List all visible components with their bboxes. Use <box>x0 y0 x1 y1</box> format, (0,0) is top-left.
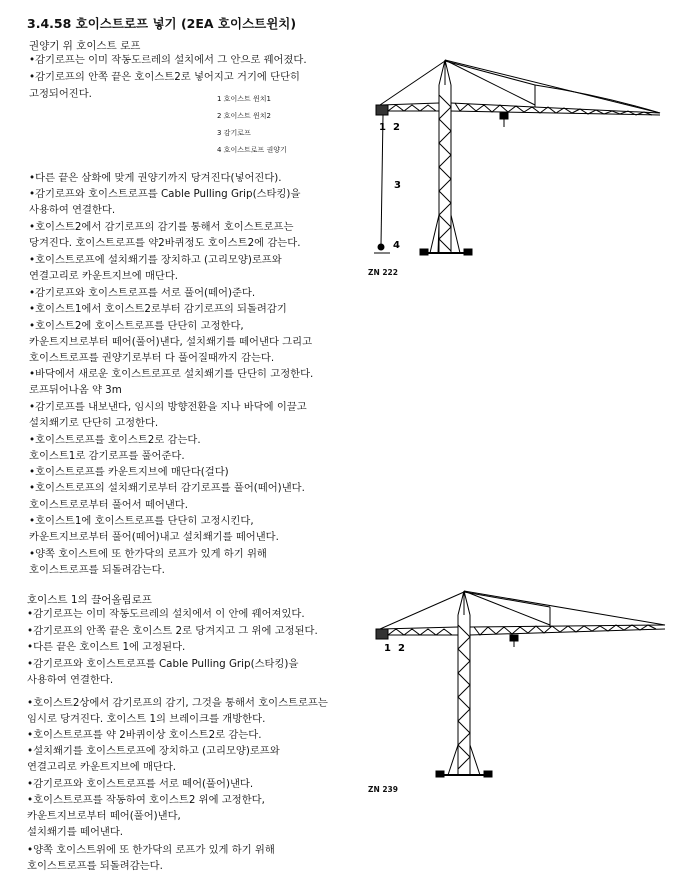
section2-line: •호이스트로프를 약 2바퀴이상 호이스트2로 감는다. <box>27 729 262 741</box>
figure2-caption: ZN 239 <box>368 785 398 794</box>
section1-line: •감기로프를 내보낸다, 임시의 방향전환을 지나 바닥에 이끌고 <box>29 401 307 413</box>
figure1-label-1: 1 <box>379 122 386 133</box>
figure2-label-2: 2 <box>398 643 405 654</box>
section1-line: •다른 끝은 삼화에 맞게 권양기까지 당겨진다(넣어진다). <box>29 172 282 184</box>
section1-line: •호이스트로프를 카운트지브에 매단다(걸다) <box>29 466 229 478</box>
legend-item: 1 호이스트 윈치1 <box>217 95 271 103</box>
legend-item: 4 호이스트로프 권양기 <box>217 146 287 154</box>
section1-heading: 권양기 위 호이스트 로프 <box>29 40 141 52</box>
section2-line: •감기로프의 안쪽 끝은 호이스트 2로 당겨지고 그 위에 고정된다. <box>27 625 318 637</box>
section1-line: •감기로프와 호이스트로프를 Cable Pulling Grip(스타킹)을 <box>29 188 301 200</box>
section1-line: •호이스트2에 호이스트로프를 단단히 고정한다, <box>29 320 244 332</box>
figure1-label-4: 4 <box>393 240 400 251</box>
section1-line: •호이스트로프에 설치쐐기를 장치하고 (고리모양)로프와 <box>29 254 282 266</box>
section2-heading: 호이스트 1의 끌어올림로프 <box>27 594 152 606</box>
figure1-label-2: 2 <box>393 122 400 133</box>
section1-line: •호이스트1에서 호이스트2로부터 감기로프의 되돌려감기 <box>29 303 287 315</box>
figure1-label-3: 3 <box>394 180 401 191</box>
section1-line: 연결고리로 카운트지브에 매단다. <box>29 270 179 282</box>
section1-line: •감기로프와 호이스트로프를 서로 풀어(떼어)준다. <box>29 287 256 299</box>
section1-line: •양쪽 호이스트에 또 한가닥의 로프가 있게 하기 위해 <box>29 548 267 560</box>
section1-line: 카운트지브로부터 떼어(풀어)낸다, 설치쐐기를 떼어낸다 그리고 <box>29 336 313 348</box>
section-title: 3.4.58 호이스트로프 넣기 (2EA 호이스트윈치) <box>27 16 297 31</box>
section1-line: 로프뒤어나옴 약 3m <box>29 384 122 396</box>
section1-line: 호이스트로프를 되돌려감는다. <box>29 564 165 576</box>
section2-line: •감기로프와 호이스트로프를 서로 떼어(풀어)낸다. <box>27 778 254 790</box>
section1-line: •감기로프는 이미 작동도르레의 설치에서 그 안으로 꿰어졌다. <box>29 54 307 66</box>
section2-line: 사용하여 연결한다. <box>27 674 114 686</box>
section1-line: •감기로프의 안쪽 끝은 호이스트2로 넣어지고 거기에 단단히 <box>29 71 300 83</box>
legend-item: 2 호이스트 윈치2 <box>217 112 271 120</box>
section1-line: •호이스트로프를 호이스트2로 감는다. <box>29 434 201 446</box>
section1-line: •호이스트2에서 감기로프의 감기를 통해서 호이스트로프는 <box>29 221 294 233</box>
section1-line: 호이스트로프를 권양기로부터 다 풀어질때까지 감는다. <box>29 352 275 364</box>
section2-line: 임시로 당겨진다. 호이스트 1의 브레이크를 개방한다. <box>27 713 266 725</box>
section2-line: •다른 끝은 호이스트 1에 고정된다. <box>27 641 186 653</box>
section1-line: 설치쐐기로 단단히 고정한다. <box>29 417 159 429</box>
figure2-label-1: 1 <box>384 643 391 654</box>
crane-diagram-zn239 <box>360 585 680 785</box>
section2-line: •감기로프와 호이스트로프를 Cable Pulling Grip(스타킹)을 <box>27 658 299 670</box>
section2-line: •양쪽 호이스트위에 또 한가닥의 로프가 있게 하기 위해 <box>27 844 275 856</box>
section2-line: •호이스트로프를 작동하여 호이스트2 위에 고정한다, <box>27 794 265 806</box>
section1-line: 사용하여 연결한다. <box>29 204 116 216</box>
section1-line: 당겨진다. 호이스트로프를 약2바퀴정도 호이스트2에 감는다. <box>29 237 301 249</box>
section1-line: •바닥에서 새로운 호이스트로프로 설치쐐기를 단단히 고정한다. <box>29 368 314 380</box>
section1-line: 호이스트로로부터 풀어서 떼어낸다. <box>29 499 189 511</box>
section2-line: 호이스트로프를 되돌려감는다. <box>27 860 163 872</box>
section2-line: 설치쐐기를 떼어낸다. <box>27 826 124 838</box>
section2-line: •감기로프는 이미 작동도르레의 설치에서 이 안에 꿰어져있다. <box>27 608 305 620</box>
section1-line: •호이스트로프의 설치쐐기로부터 감기로프를 풀어(떼어)낸다. <box>29 482 305 494</box>
section2-line: 연결고리로 카운트지브에 매단다. <box>27 761 177 773</box>
crane-diagram-zn222 <box>360 55 680 280</box>
figure-legend <box>217 96 287 164</box>
section1-line: 카운트지브로부터 풀어(떼어)내고 설치쐐기를 떼어낸다. <box>29 531 279 543</box>
legend-item: 3 감기로프 <box>217 129 251 137</box>
section1-line: 고정되어진다. <box>29 88 92 100</box>
section2-line: 카운트지브로부터 떼어(풀어)낸다, <box>27 810 181 822</box>
section1-line: •호이스트1에 호이스트로프를 단단히 고정시킨다, <box>29 515 254 527</box>
section1-line: 호이스트1로 감기로프를 풀어준다. <box>29 450 185 462</box>
section2-line: •설치쐐기를 호이스트로프에 장치하고 (고리모양)로프와 <box>27 745 280 757</box>
section2-line: •호이스트2상에서 감기로프의 감기, 그것을 통해서 호이스트로프는 <box>27 697 328 709</box>
figure1-caption: ZN 222 <box>368 268 398 277</box>
